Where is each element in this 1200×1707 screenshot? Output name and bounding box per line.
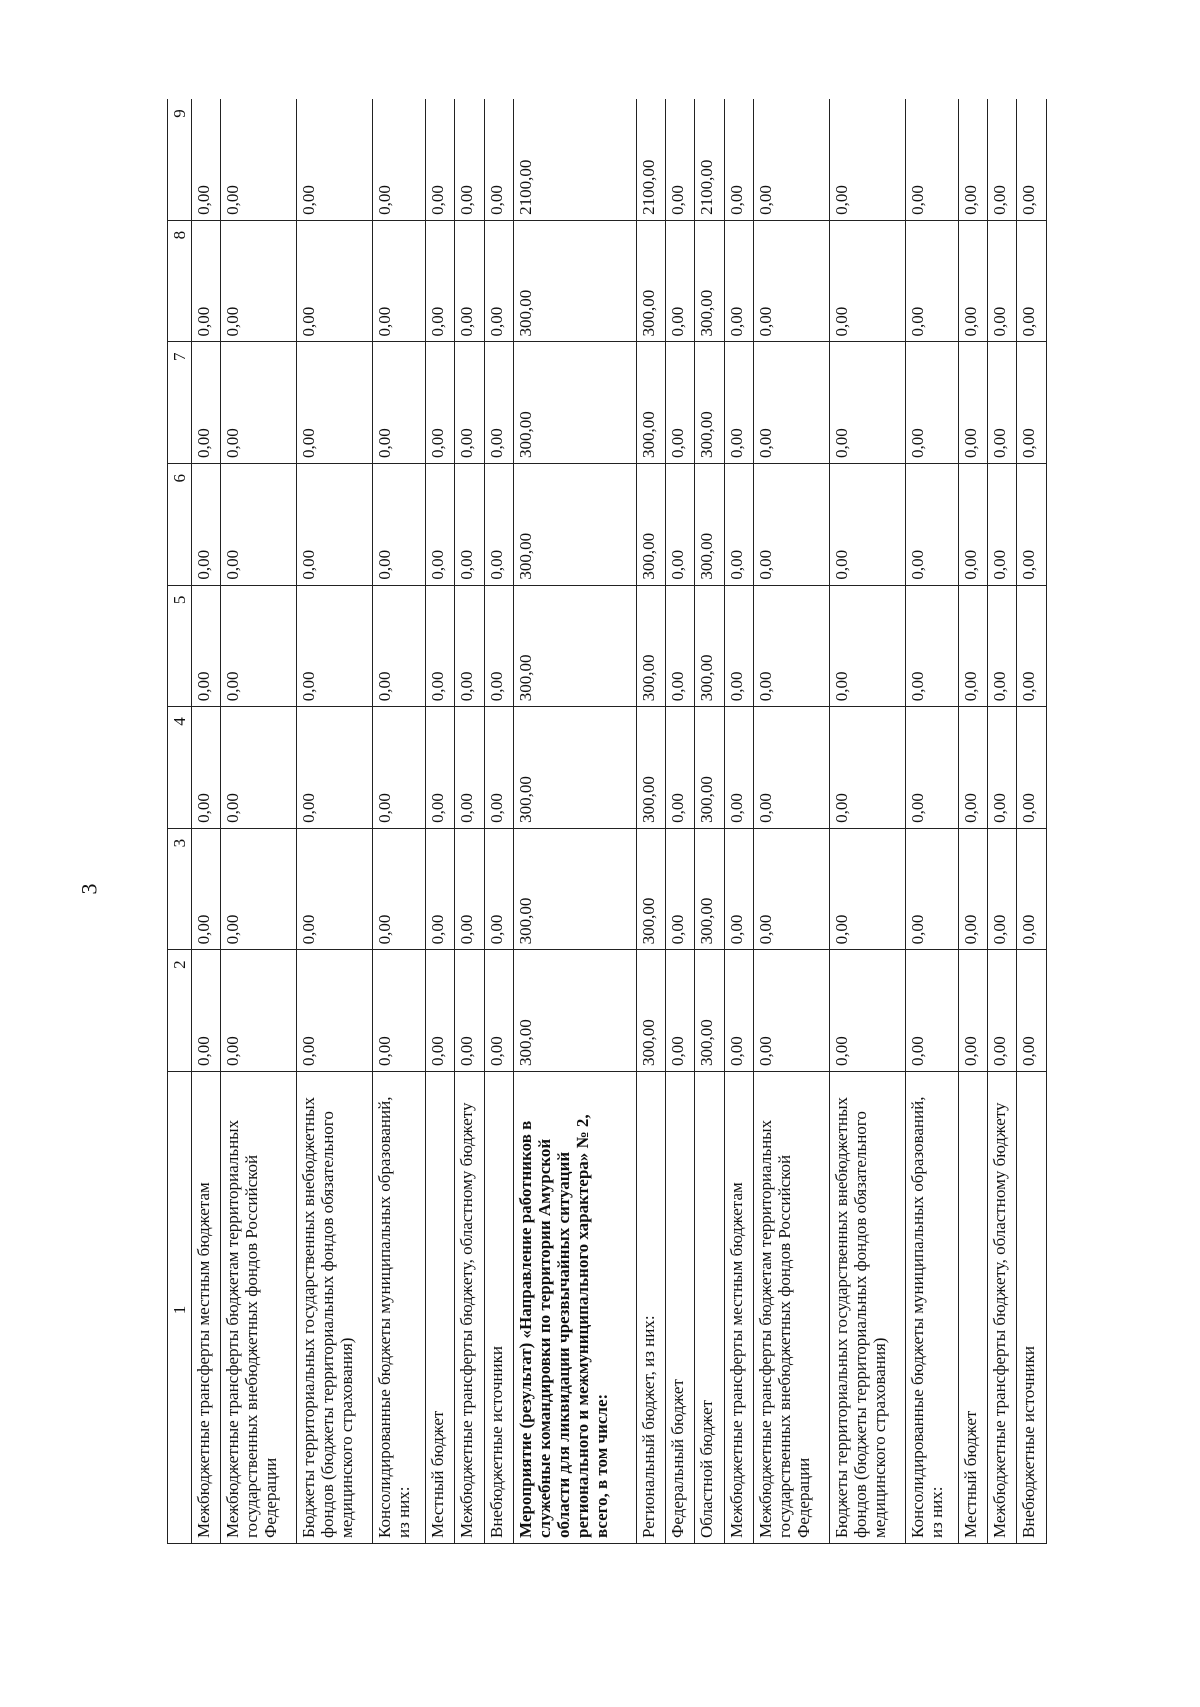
value-cell: 0,00 <box>484 828 513 950</box>
value-cell: 0,00 <box>754 828 830 950</box>
value-cell: 300,00 <box>514 828 636 950</box>
header-cell: 5 <box>168 585 192 707</box>
value-cell: 0,00 <box>455 220 484 342</box>
row-label-cell: Межбюджетные трансферты местным бюджетам <box>724 1072 753 1544</box>
table-row <box>958 99 987 1544</box>
value-cell: 0,00 <box>1017 585 1047 707</box>
value-cell: 0,00 <box>1017 950 1047 1072</box>
row-label-cell: Межбюджетные трансферты бюджету, областному бюджету <box>455 1072 484 1544</box>
table-row <box>221 99 297 1544</box>
value-cell: 0,00 <box>221 585 297 707</box>
value-cell: 0,00 <box>192 828 221 950</box>
row-label-cell: Консолидированные бюджеты муниципальных образований, из них: <box>906 1072 959 1544</box>
value-cell: 0,00 <box>830 828 906 950</box>
value-cell: 0,00 <box>1017 99 1047 220</box>
value-cell: 0,00 <box>665 464 694 586</box>
value-cell: 0,00 <box>724 707 753 829</box>
value-cell: 0,00 <box>754 99 830 220</box>
value-cell: 0,00 <box>297 585 373 707</box>
value-cell: 0,00 <box>724 464 753 586</box>
value-cell: 300,00 <box>514 585 636 707</box>
rotated-table-container <box>167 99 1047 1544</box>
value-cell: 0,00 <box>754 220 830 342</box>
row-label-cell: Консолидированные бюджеты муниципальных образований, из них: <box>373 1072 426 1544</box>
value-cell: 0,00 <box>373 828 426 950</box>
value-cell: 300,00 <box>514 464 636 586</box>
value-cell: 0,00 <box>958 342 987 464</box>
value-cell: 0,00 <box>724 99 753 220</box>
value-cell: 300,00 <box>636 342 665 464</box>
value-cell: 0,00 <box>192 585 221 707</box>
value-cell: 0,00 <box>455 585 484 707</box>
table-row <box>665 99 694 1544</box>
value-cell: 2100,00 <box>636 99 665 220</box>
value-cell: 0,00 <box>221 707 297 829</box>
value-cell: 0,00 <box>906 707 959 829</box>
header-cell: 6 <box>168 464 192 586</box>
value-cell: 0,00 <box>906 464 959 586</box>
value-cell: 0,00 <box>830 342 906 464</box>
value-cell: 0,00 <box>754 342 830 464</box>
row-label-cell: Мероприятие (результат) «Направление работников в служебные командировки по территории Амурской области для ликвидации чрезвычайных ситуаций регионального и межмуниципального характера» № 2, всего, в том числе: <box>514 1072 636 1544</box>
table-row <box>484 99 513 1544</box>
value-cell: 0,00 <box>455 828 484 950</box>
value-cell: 0,00 <box>425 707 454 829</box>
table-row <box>373 99 426 1544</box>
value-cell: 0,00 <box>192 707 221 829</box>
header-row <box>168 99 192 1544</box>
row-label-cell: Региональный бюджет, из них: <box>636 1072 665 1544</box>
header-cell: 4 <box>168 707 192 829</box>
value-cell: 0,00 <box>958 828 987 950</box>
value-cell: 0,00 <box>484 220 513 342</box>
value-cell: 0,00 <box>906 950 959 1072</box>
value-cell: 300,00 <box>695 828 724 950</box>
value-cell: 0,00 <box>906 585 959 707</box>
value-cell: 0,00 <box>665 828 694 950</box>
value-cell: 0,00 <box>455 707 484 829</box>
value-cell: 0,00 <box>958 707 987 829</box>
value-cell: 0,00 <box>958 464 987 586</box>
value-cell: 0,00 <box>192 99 221 220</box>
value-cell: 300,00 <box>514 220 636 342</box>
table-row <box>754 99 830 1544</box>
row-label-cell: Областной бюджет <box>695 1072 724 1544</box>
header-cell: 1 <box>168 1072 192 1544</box>
value-cell: 0,00 <box>958 99 987 220</box>
value-cell: 0,00 <box>297 342 373 464</box>
value-cell: 0,00 <box>373 99 426 220</box>
value-cell: 0,00 <box>830 585 906 707</box>
row-label-cell: Бюджеты территориальных государственных внебюджетных фондов (бюджеты территориальных фондов обязательного медицинского страхования) <box>830 1072 906 1544</box>
value-cell: 300,00 <box>695 220 724 342</box>
row-label-cell: Межбюджетные трансферты бюджетам территориальных государственных внебюджетных фондов Российской Федерации <box>221 1072 297 1544</box>
value-cell: 0,00 <box>221 950 297 1072</box>
table-row <box>906 99 959 1544</box>
value-cell: 0,00 <box>484 950 513 1072</box>
value-cell: 2100,00 <box>695 99 724 220</box>
value-cell: 300,00 <box>636 585 665 707</box>
value-cell: 0,00 <box>958 220 987 342</box>
value-cell: 0,00 <box>455 99 484 220</box>
value-cell: 0,00 <box>297 464 373 586</box>
value-cell: 0,00 <box>297 828 373 950</box>
value-cell: 0,00 <box>665 707 694 829</box>
value-cell: 0,00 <box>724 585 753 707</box>
value-cell: 300,00 <box>514 950 636 1072</box>
value-cell: 0,00 <box>221 828 297 950</box>
value-cell: 0,00 <box>425 585 454 707</box>
header-cell: 9 <box>168 99 192 220</box>
value-cell: 0,00 <box>484 99 513 220</box>
value-cell: 300,00 <box>636 464 665 586</box>
header-cell: 3 <box>168 828 192 950</box>
value-cell: 0,00 <box>830 950 906 1072</box>
value-cell: 0,00 <box>988 950 1017 1072</box>
value-cell: 0,00 <box>1017 828 1047 950</box>
header-cell: 7 <box>168 342 192 464</box>
value-cell: 0,00 <box>988 585 1017 707</box>
row-label-cell: Межбюджетные трансферты бюджету, областному бюджету <box>988 1072 1017 1544</box>
value-cell: 0,00 <box>724 220 753 342</box>
budget-table <box>167 99 1047 1544</box>
value-cell: 0,00 <box>958 585 987 707</box>
value-cell: 0,00 <box>484 342 513 464</box>
row-label-cell: Бюджеты территориальных государственных внебюджетных фондов (бюджеты территориальных фондов обязательного медицинского страхования) <box>297 1072 373 1544</box>
value-cell: 0,00 <box>425 950 454 1072</box>
value-cell: 0,00 <box>297 220 373 342</box>
value-cell: 0,00 <box>192 342 221 464</box>
value-cell: 0,00 <box>425 342 454 464</box>
value-cell: 300,00 <box>636 220 665 342</box>
row-label-cell: Местный бюджет <box>958 1072 987 1544</box>
value-cell: 0,00 <box>297 707 373 829</box>
value-cell: 0,00 <box>724 950 753 1072</box>
row-label-cell: Внебюджетные источники <box>484 1072 513 1544</box>
value-cell: 0,00 <box>373 950 426 1072</box>
value-cell: 0,00 <box>724 342 753 464</box>
value-cell: 0,00 <box>906 99 959 220</box>
value-cell: 0,00 <box>221 464 297 586</box>
value-cell: 0,00 <box>455 464 484 586</box>
value-cell: 300,00 <box>695 585 724 707</box>
value-cell: 0,00 <box>1017 342 1047 464</box>
value-cell: 0,00 <box>297 99 373 220</box>
value-cell: 0,00 <box>455 950 484 1072</box>
value-cell: 0,00 <box>754 707 830 829</box>
table-sheet <box>167 99 1047 1544</box>
page-number: 3 <box>76 883 102 895</box>
value-cell: 300,00 <box>514 342 636 464</box>
value-cell: 0,00 <box>830 99 906 220</box>
row-label-cell: Федеральный бюджет <box>665 1072 694 1544</box>
value-cell: 0,00 <box>988 220 1017 342</box>
value-cell: 0,00 <box>425 828 454 950</box>
value-cell: 0,00 <box>754 585 830 707</box>
table-row <box>425 99 454 1544</box>
value-cell: 0,00 <box>988 464 1017 586</box>
value-cell: 0,00 <box>373 464 426 586</box>
value-cell: 0,00 <box>373 220 426 342</box>
value-cell: 0,00 <box>297 950 373 1072</box>
value-cell: 0,00 <box>988 828 1017 950</box>
value-cell: 0,00 <box>665 220 694 342</box>
table-row <box>724 99 753 1544</box>
header-cell: 2 <box>168 950 192 1072</box>
value-cell: 0,00 <box>830 707 906 829</box>
value-cell: 300,00 <box>695 342 724 464</box>
table-row <box>455 99 484 1544</box>
table-row <box>514 99 636 1544</box>
value-cell: 0,00 <box>830 220 906 342</box>
value-cell: 0,00 <box>373 707 426 829</box>
value-cell: 0,00 <box>958 950 987 1072</box>
table-row <box>988 99 1017 1544</box>
table-row <box>636 99 665 1544</box>
value-cell: 300,00 <box>695 707 724 829</box>
value-cell: 0,00 <box>988 707 1017 829</box>
value-cell: 0,00 <box>425 220 454 342</box>
value-cell: 0,00 <box>754 950 830 1072</box>
value-cell: 0,00 <box>221 99 297 220</box>
value-cell: 0,00 <box>455 342 484 464</box>
value-cell: 0,00 <box>192 220 221 342</box>
value-cell: 0,00 <box>221 220 297 342</box>
value-cell: 0,00 <box>830 464 906 586</box>
value-cell: 0,00 <box>484 707 513 829</box>
value-cell: 0,00 <box>906 220 959 342</box>
table-row <box>192 99 221 1544</box>
value-cell: 0,00 <box>192 950 221 1072</box>
row-label-cell: Межбюджетные трансферты бюджетам территориальных государственных внебюджетных фондов Российской Федерации <box>754 1072 830 1544</box>
table-row <box>830 99 906 1544</box>
value-cell: 0,00 <box>373 342 426 464</box>
value-cell: 0,00 <box>724 828 753 950</box>
value-cell: 0,00 <box>665 950 694 1072</box>
value-cell: 0,00 <box>192 464 221 586</box>
row-label-cell: Межбюджетные трансферты местным бюджетам <box>192 1072 221 1544</box>
value-cell: 300,00 <box>695 950 724 1072</box>
value-cell: 0,00 <box>988 342 1017 464</box>
row-label-cell: Местный бюджет <box>425 1072 454 1544</box>
value-cell: 0,00 <box>484 585 513 707</box>
value-cell: 0,00 <box>665 99 694 220</box>
value-cell: 0,00 <box>1017 220 1047 342</box>
value-cell: 0,00 <box>906 828 959 950</box>
value-cell: 0,00 <box>425 99 454 220</box>
value-cell: 0,00 <box>665 342 694 464</box>
value-cell: 0,00 <box>373 585 426 707</box>
table-row <box>297 99 373 1544</box>
table-row <box>1017 99 1047 1544</box>
value-cell: 0,00 <box>665 585 694 707</box>
value-cell: 0,00 <box>484 464 513 586</box>
header-cell: 8 <box>168 220 192 342</box>
value-cell: 0,00 <box>425 464 454 586</box>
value-cell: 300,00 <box>636 950 665 1072</box>
value-cell: 0,00 <box>221 342 297 464</box>
value-cell: 0,00 <box>1017 707 1047 829</box>
value-cell: 0,00 <box>754 464 830 586</box>
value-cell: 300,00 <box>636 707 665 829</box>
value-cell: 300,00 <box>514 707 636 829</box>
value-cell: 0,00 <box>988 99 1017 220</box>
value-cell: 0,00 <box>1017 464 1047 586</box>
value-cell: 300,00 <box>695 464 724 586</box>
value-cell: 0,00 <box>906 342 959 464</box>
row-label-cell: Внебюджетные источники <box>1017 1072 1047 1544</box>
value-cell: 300,00 <box>636 828 665 950</box>
table-row <box>695 99 724 1544</box>
value-cell: 2100,00 <box>514 99 636 220</box>
